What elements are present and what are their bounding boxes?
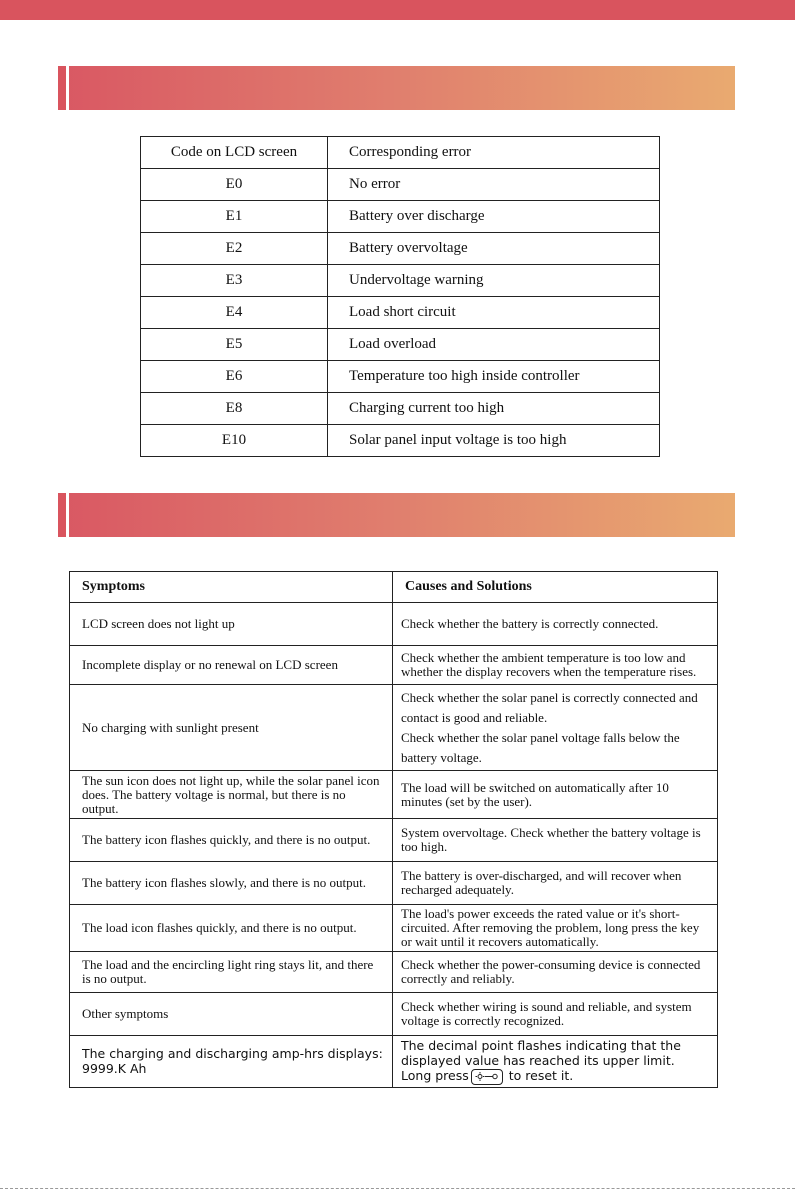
table-header-row: [70, 572, 718, 603]
table-header-row: [141, 137, 660, 169]
error-code: E2: [141, 233, 328, 265]
error-description: Temperature too high inside controller: [328, 361, 660, 393]
symptom-cell: The battery icon flashes slowly, and there is no output.: [70, 862, 393, 905]
error-code: E6: [141, 361, 328, 393]
table-row: [70, 905, 718, 952]
error-code: E5: [141, 329, 328, 361]
error-code: E3: [141, 265, 328, 297]
banner-accent: [58, 493, 66, 537]
table-row: [70, 862, 718, 905]
load-key-icon: [471, 1069, 503, 1085]
table-row: [70, 819, 718, 862]
table-row: [70, 993, 718, 1036]
banner-accent: [58, 66, 66, 110]
solution-cell: The load's power exceeds the rated value or it's short-circuited. After removing the problem, long press the key or wait until it recovers automatically.: [393, 905, 718, 952]
table-row: [70, 771, 718, 819]
error-code: E10: [141, 425, 328, 457]
symptom-cell: The sun icon does not light up, while the solar panel icon does. The battery voltage is normal, but there is no output.: [70, 771, 393, 819]
symptom-cell: The charging and discharging amp-hrs displays: 9999.K Ah: [70, 1036, 393, 1088]
table-row: [141, 329, 660, 361]
header-code: Code on LCD screen: [141, 137, 328, 169]
table-row: [141, 201, 660, 233]
table-row: [141, 297, 660, 329]
error-description: Solar panel input voltage is too high: [328, 425, 660, 457]
solution-line: Check whether the solar panel voltage falls below the battery voltage.: [401, 729, 680, 765]
table-row: [70, 646, 718, 685]
table-row: [70, 1036, 718, 1088]
error-description: Load overload: [328, 329, 660, 361]
header-symptoms: Symptoms: [70, 572, 393, 603]
solution-line-press: [401, 1068, 709, 1085]
solution-cell: Check whether the ambient temperature is too low and whether the display recovers when the temperature rises.: [393, 646, 718, 685]
troubleshooting-table: [69, 571, 718, 1088]
symptom-cell: No charging with sunlight present: [70, 685, 393, 771]
symptom-cell: The load and the encircling light ring stays lit, and there is no output.: [70, 952, 393, 993]
error-description: No error: [328, 169, 660, 201]
table-row: [141, 393, 660, 425]
solution-cell: Check whether wiring is sound and reliable, and system voltage is correctly recognized.: [393, 993, 718, 1036]
solution-line: Check whether the solar panel is correctly connected and contact is good and reliable.: [401, 689, 698, 725]
bottom-divider: [0, 1188, 795, 1192]
table-row: [141, 233, 660, 265]
table-row: [141, 169, 660, 201]
solution-line: The decimal point flashes indicating that the displayed value has reached its upper limit.: [401, 1038, 681, 1068]
symptom-cell: Incomplete display or no renewal on LCD screen: [70, 646, 393, 685]
header-solutions: Causes and Solutions: [393, 572, 718, 603]
solution-cell: Check whether the battery is correctly connected.: [393, 603, 718, 646]
section-banner-error-codes: [60, 66, 735, 110]
table-row: [70, 603, 718, 646]
top-color-bar: [0, 0, 795, 20]
error-description: Undervoltage warning: [328, 265, 660, 297]
symptom-cell: Other symptoms: [70, 993, 393, 1036]
error-code: E1: [141, 201, 328, 233]
solution-cell: System overvoltage. Check whether the battery voltage is too high.: [393, 819, 718, 862]
error-description: Charging current too high: [328, 393, 660, 425]
solution-cell: The load will be switched on automatically after 10 minutes (set by the user).: [393, 771, 718, 819]
error-description: Load short circuit: [328, 297, 660, 329]
symptom-cell: The battery icon flashes quickly, and there is no output.: [70, 819, 393, 862]
error-code: E8: [141, 393, 328, 425]
table-row: [70, 685, 718, 771]
solution-cell: Check whether the power-consuming device is connected correctly and reliably.: [393, 952, 718, 993]
error-code: E0: [141, 169, 328, 201]
reset-text: to reset it.: [508, 1068, 574, 1083]
header-error: Corresponding error: [328, 137, 660, 169]
symptom-cell: The load icon flashes quickly, and there is no output.: [70, 905, 393, 952]
table-row: [70, 952, 718, 993]
error-code-table: [140, 136, 660, 457]
solution-cell: [393, 685, 718, 771]
solution-cell: [393, 1036, 718, 1088]
error-description: Battery over discharge: [328, 201, 660, 233]
table-row: [141, 361, 660, 393]
long-press-text: Long press: [401, 1068, 469, 1083]
table-row: [141, 265, 660, 297]
table-row: [141, 425, 660, 457]
error-code: E4: [141, 297, 328, 329]
symptom-cell: LCD screen does not light up: [70, 603, 393, 646]
error-description: Battery overvoltage: [328, 233, 660, 265]
section-banner-troubleshooting: [60, 493, 735, 537]
solution-cell: The battery is over-discharged, and will recover when recharged adequately.: [393, 862, 718, 905]
